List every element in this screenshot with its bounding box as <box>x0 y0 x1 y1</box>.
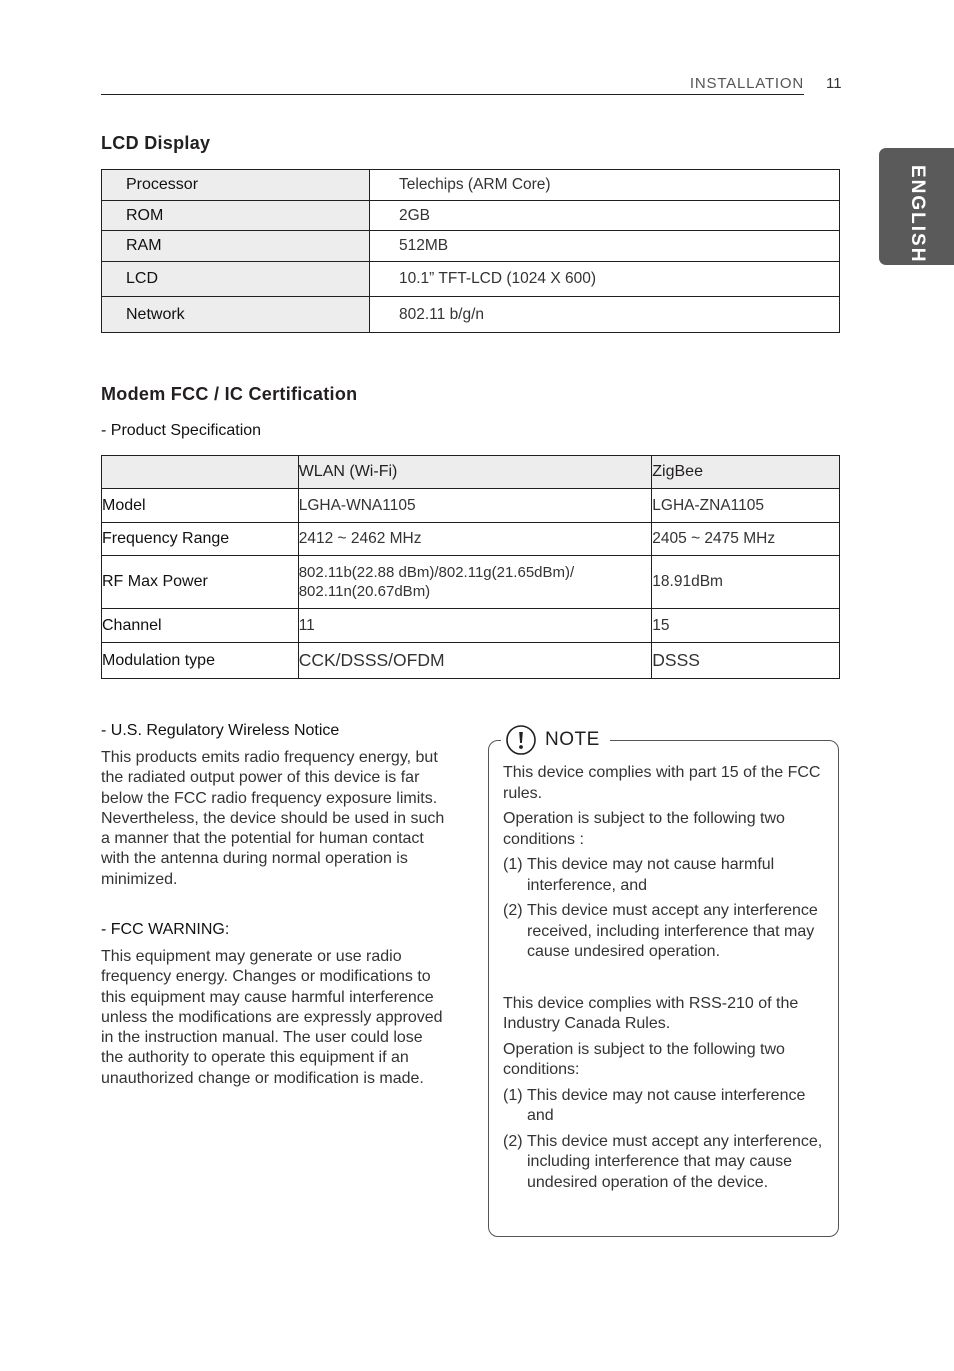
header-rule <box>101 94 804 95</box>
table-row <box>102 609 840 643</box>
running-header-section: INSTALLATION <box>689 75 804 92</box>
row-label: Model <box>102 489 299 523</box>
exclamation-icon <box>505 724 537 756</box>
spec-value: 2GB <box>370 201 840 231</box>
zigbee-value: DSSS <box>652 643 840 679</box>
note-title-label: NOTE <box>545 729 600 750</box>
modem-spec-table <box>101 455 840 679</box>
row-label: Frequency Range <box>102 523 299 556</box>
us-notice-body: This products emits radio frequency energy, but the radiated output power of this device is far below the FCC radio frequency exposure limits. Nevertheless, the device should be used in such a manner that the potential for human contact with the antenna during normal operation is minimized. <box>101 749 445 888</box>
wlan-value: 802.11b(22.88 dBm)/802.11g(21.65dBm)/ 802.11n(20.67dBm) <box>298 556 652 609</box>
note-fcc-intro: This device complies with part 15 of the FCC rules. <box>503 764 821 802</box>
list-item-number: (2) <box>503 1132 523 1150</box>
table-row <box>102 170 840 201</box>
list-item <box>503 1086 835 1127</box>
spec-label: ROM <box>102 201 370 231</box>
fcc-warning-body: This equipment may generate or use radio frequency energy. Changes or modifications to this equipment may cause harmful interference unless the modifications are expressly approved in the instruction manual. The user could lose the authority to operate this equipment if an unauthorized change or modification is made. <box>101 948 443 1087</box>
page-number: 11 <box>826 75 842 92</box>
table-row <box>102 201 840 231</box>
list-item-number: (1) <box>503 856 523 873</box>
table-row <box>102 643 840 679</box>
note-content <box>503 763 835 1193</box>
fcc-warning-heading: - FCC WARNING: <box>101 921 230 938</box>
row-label: Channel <box>102 609 299 643</box>
spec-label: LCD <box>102 262 370 297</box>
spec-value: 802.11 b/g/n <box>370 297 840 333</box>
zigbee-value: 2405 ~ 2475 MHz <box>652 523 840 556</box>
list-item-text: This device must accept any interference received, including interference that may cause undesired operation. <box>527 902 818 960</box>
spec-label: RAM <box>102 231 370 262</box>
lcd-spec-table <box>101 169 840 333</box>
column-header-blank <box>102 456 299 489</box>
column-header-wlan: WLAN (Wi-Fi) <box>298 456 652 489</box>
note-ic-intro: This device complies with RSS-210 of the Industry Canada Rules. <box>503 994 799 1032</box>
list-item <box>503 1132 835 1194</box>
wlan-value: LGHA-WNA1105 <box>298 489 652 523</box>
zigbee-value: 18.91dBm <box>652 556 840 609</box>
lcd-display-heading: LCD Display <box>101 133 211 153</box>
row-label: RF Max Power <box>102 556 299 609</box>
spec-label: Network <box>102 297 370 333</box>
column-header-zigbee: ZigBee <box>652 456 840 489</box>
table-header-row <box>102 456 840 489</box>
list-item <box>503 901 835 963</box>
modem-certification-heading: Modem FCC / IC Certification <box>101 384 358 404</box>
list-item-text: This device may not cause interference and <box>527 1086 806 1124</box>
list-item-number: (1) <box>503 1086 523 1104</box>
table-row <box>102 262 840 297</box>
row-label: Modulation type <box>102 643 299 679</box>
spec-value: Telechips (ARM Core) <box>370 170 840 201</box>
spec-value: 512MB <box>370 231 840 262</box>
table-row <box>102 523 840 556</box>
note-title <box>501 724 610 756</box>
table-row <box>102 556 840 609</box>
note-fcc-conditions-intro: Operation is subject to the following two conditions : <box>503 810 785 848</box>
list-item <box>503 855 835 896</box>
note-ic-conditions-intro: Operation is subject to the following two conditions: <box>503 1040 785 1078</box>
wlan-value: CCK/DSSS/OFDM <box>298 643 652 679</box>
zigbee-value: LGHA-ZNA1105 <box>652 489 840 523</box>
us-notice-heading: - U.S. Regulatory Wireless Notice <box>101 722 340 739</box>
language-tab <box>879 148 954 265</box>
spec-value: 10.1” TFT-LCD (1024 X 600) <box>370 262 840 297</box>
spec-label: Processor <box>102 170 370 201</box>
list-item-text: This device may not cause harmful interference, and <box>527 856 775 894</box>
table-row <box>102 297 840 333</box>
list-item-number: (2) <box>503 902 523 919</box>
wlan-value: 11 <box>298 609 652 643</box>
list-item-text: This device must accept any interference, including interference that may cause undesired operation of the device. <box>527 1132 823 1191</box>
table-row <box>102 489 840 523</box>
product-specification-subheading: - Product Specification <box>101 422 262 439</box>
language-tab-label: ENGLISH <box>907 165 928 264</box>
table-row <box>102 231 840 262</box>
wlan-value: 2412 ~ 2462 MHz <box>298 523 652 556</box>
zigbee-value: 15 <box>652 609 840 643</box>
